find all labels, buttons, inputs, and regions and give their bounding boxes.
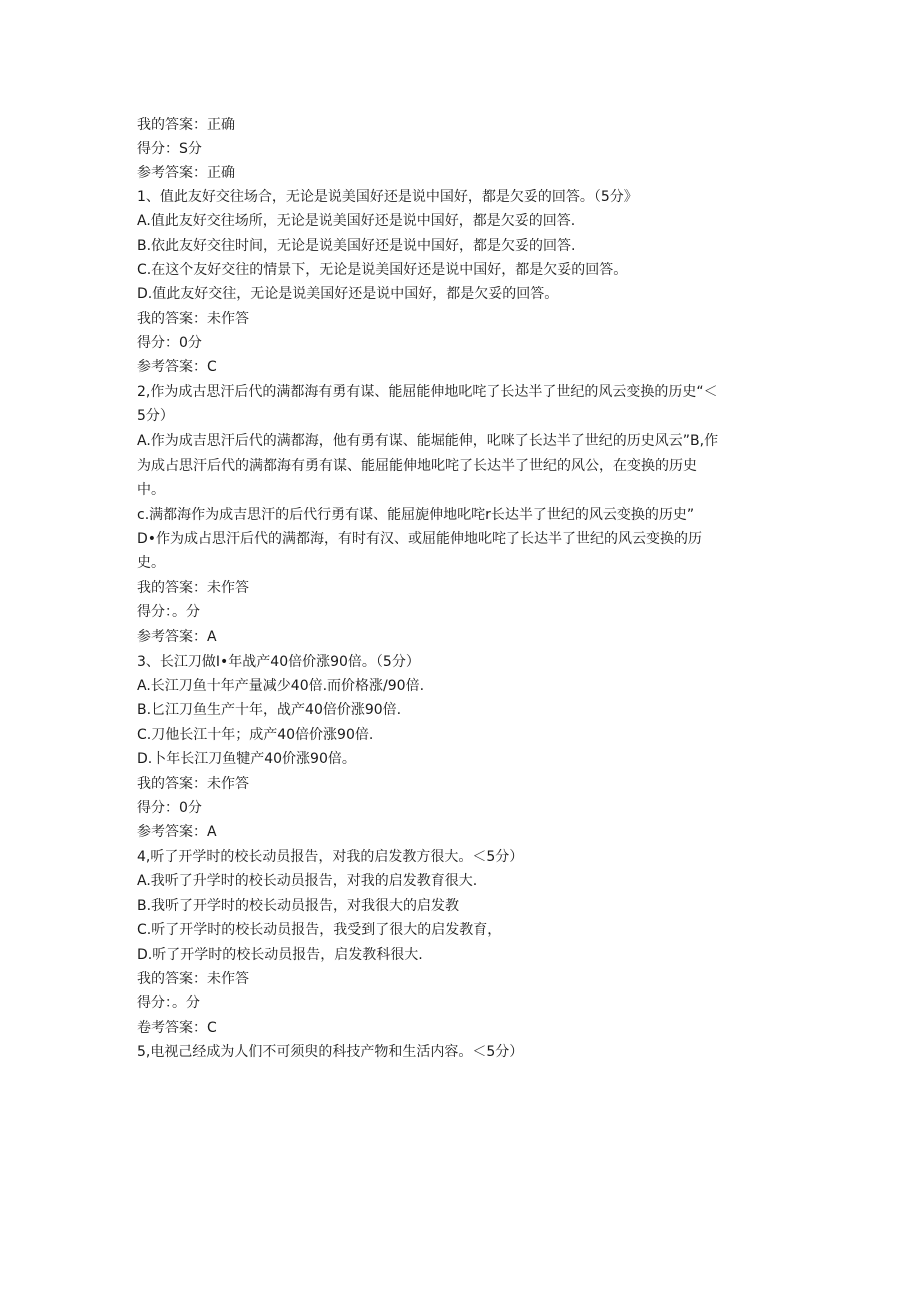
text-line: 卷考答案：C [137, 1020, 217, 1036]
text-line: 得分：0分 [137, 335, 202, 351]
text-line: 4,听了开学时的校长动员报告，对我的启发教方很大。＜5分） [137, 849, 524, 865]
text-line: 为成占思汗后代的满都海有勇有谋、能屈能伸地叱咤了长达半了世纪的风公，在变换的历史 [137, 458, 697, 474]
text-line: D•作为成占思汗后代的满都海，有时有汉、或屈能伸地叱咤了长达半了世纪的风云变换的历 [137, 531, 703, 547]
text-line: 史。 [137, 555, 165, 571]
text-line: 参考答案：C [137, 359, 217, 375]
text-line: c.满都海作为成吉思汗的后代行勇有谋、能屈旎伸地叱咤r长达半了世纪的风云变换的历史” [137, 507, 695, 523]
text-line: B.依此友好交往时间，无论是说美国好还是说中国好，都是欠妥的回答. [137, 238, 576, 254]
text-line: C.听了开学时的校长动员报告，我受到了很大的启发教育， [137, 922, 502, 938]
text-line: 我的答案：未作答 [137, 971, 249, 987]
text-line: A.作为成吉思汗后代的满都海，他有勇有谋、能堀能伸，叱咪了长达半了世纪的历史风云”B,作 [137, 433, 719, 449]
text-line: 我的答案：未作答 [137, 311, 249, 327]
text-line: 中。 [137, 482, 165, 498]
text-line: C.在这个友好交往的情景下，无论是说美国好还是说中国好，都是欠妥的回答。 [137, 262, 628, 278]
text-line: 参考答案：A [137, 824, 217, 840]
text-line: 我的答案：正确 [137, 117, 235, 133]
text-line: 5,电视己经成为人们不可须臾的科技产物和生活内容。＜5分） [137, 1044, 524, 1060]
text-line: 我的答案：未作答 [137, 776, 249, 792]
text-line: 2,作为成古思汗后代的满都海有勇有谋、能屈能伸地叱咤了长达半了世纪的风云变换的历史“＜ [137, 384, 718, 400]
text-line: D.卜年长江刀鱼犍产40价涨90倍。 [137, 751, 356, 767]
text-line: 得分：0分 [137, 800, 202, 816]
text-line: A.值此友好交往场所，无论是说美国好还是说中国好，都是欠妥的回答. [137, 213, 576, 229]
text-line: A.长江刀鱼十年产量减少40倍.而价格涨/90倍. [137, 678, 425, 694]
text-line: 得分：。分 [137, 604, 200, 620]
text-line: 我的答案：未作答 [137, 580, 249, 596]
text-line: 参考答案：A [137, 629, 217, 645]
text-line: D.听了开学时的校长动员报告，启发教科很大. [137, 947, 423, 963]
text-line: B.匕江刀鱼生产十年，战产40倍价涨90倍. [137, 702, 402, 718]
text-line: 5分） [137, 408, 174, 424]
text-line: 1、值此友好交往场合，无论是说美国好还是说中国好，都是欠妥的回答。（5分》 [137, 189, 638, 205]
text-line: D.值此友好交往，无论是说美国好还是说中国好，都是欠妥的回答。 [137, 286, 559, 302]
text-line: 得分：。分 [137, 995, 200, 1011]
text-line: C.刀他长江十年；成产40倍价涨90倍. [137, 727, 374, 743]
text-line: 参考答案：正确 [137, 165, 235, 181]
text-line: A.我听了升学时的校长动员报告，对我的启发教育很大. [137, 873, 478, 889]
text-line: 3、长江刀做I•年战产40倍价涨90倍。（5分） [137, 654, 420, 670]
text-line: B.我听了开学时的校长动员报告，对我很大的启发教 [137, 898, 460, 914]
text-line: 得分：S分 [137, 141, 202, 157]
